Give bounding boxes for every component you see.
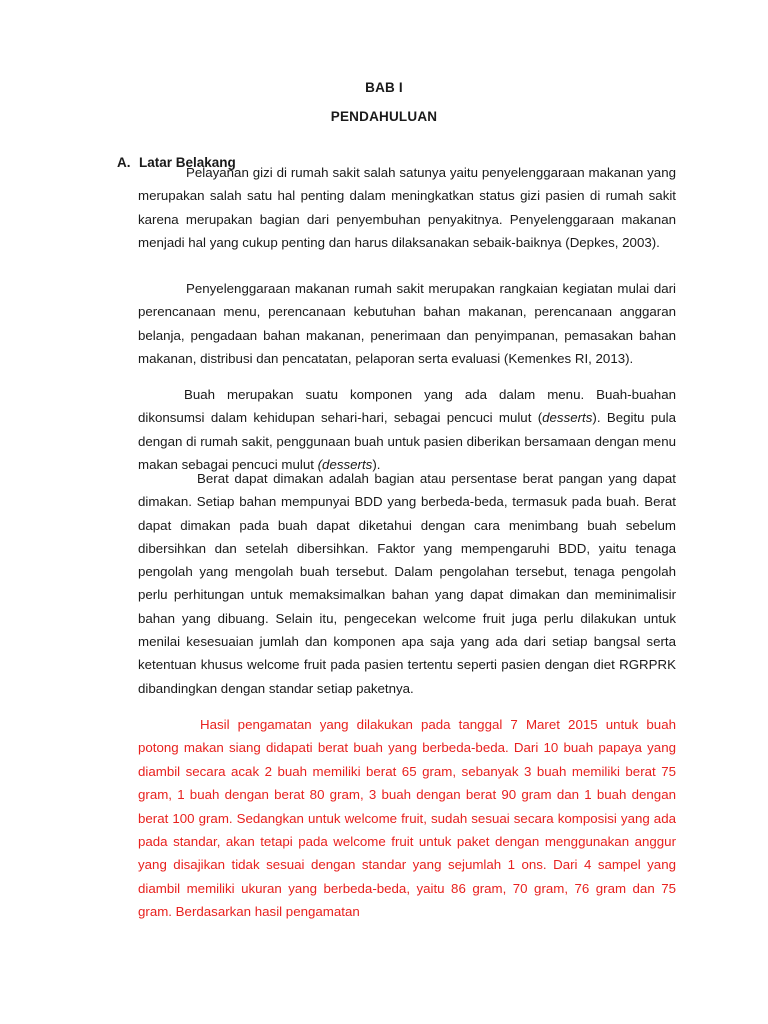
paragraph-3-text-b: ). Begitu pula dengan di rumah sakit, penggunaan buah untuk pasien diberikan bersamaan dengan menu makan sebagai pencuci mulut	[138, 410, 676, 472]
paragraph-5-text: Hasil pengamatan yang dilakukan pada tanggal 7 Maret 2015 untuk buah potong makan siang didapati berat buah yang berbeda-beda. Dari 10 buah papaya yang diambil secara acak 2 buah memiliki berat 65 gram, sebanyak 3 buah memiliki berat 75 gram, 1 buah dengan berat 80 gram, 3 buah dengan berat 90 gram dan 1 buah dengan berat 100 gram. Sedangkan untuk welcome fruit, sudah sesuai secara komposisi yang ada pada standar, akan tetapi pada welcome fruit untuk paket dengan menggunakan anggur yang disajikan tidak sesuai dengan standar yang sejumlah 1 ons. Dari 4 sampel yang diambil memiliki ukuran yang berbeda-beda, yaitu 86 gram, 70 gram, 76 gram dan 75 gram. Berdasarkan hasil pengamatan	[138, 717, 676, 920]
section-number: A.	[117, 155, 131, 170]
paragraph-4-text: Berat dapat dimakan adalah bagian atau persentase berat pangan yang dapat dimakan. Setiap bahan mempunyai BDD yang berbeda-beda, termasuk pada buah. Berat dapat dimakan pada buah dapat diketahui dengan cara menimbang buah sebelum dibersihkan dan setelah dibersihkan. Faktor yang mempengaruhi BDD, yaitu tenaga pengolah yang mengolah buah tersebut. Dalam pengolahan tersebut, tenaga pengolah perlu perhitungan untuk memaksimalkan bahan yang dapat dimakan dan meminimalisir bahan yang dibuang. Selain itu, pengecekan welcome fruit juga perlu dilakukan untuk menilai kesesuaian jumlah dan komponen apa saja yang ada dari setiap bangsal serta ketentuan khusus welcome fruit pada pasien tertentu seperti pasien dengan diet RGRPRK dibandingkan dengan standar setiap paketnya.	[138, 471, 676, 696]
paragraph-1	[138, 161, 676, 254]
paragraph-3-text-c: ).	[372, 456, 381, 472]
paragraph-2	[138, 277, 676, 370]
section-title: Latar Belakang	[139, 155, 236, 170]
paragraph-3-text-a: Buah merupakan suatu komponen yang ada dalam menu. Buah-buahan dikonsumsi dalam kehidupan sehari-hari, sebagai pencuci mulut (	[138, 387, 676, 426]
paragraph-5-highlighted	[138, 713, 676, 924]
paragraph-2-text: Penyelenggaraan makanan rumah sakit merupakan rangkaian kegiatan mulai dari perencanaan menu, perencanaan kebutuhan bahan makanan, perencanaan anggaran belanja, pengadaan bahan makanan, penerimaan dan penyimpanan, pemasakan bahan makanan, distribusi dan pencatatan, pelaporan serta evaluasi (Kemenkes RI, 2013).	[138, 281, 676, 366]
paragraph-3-emphasis-2: (desserts	[317, 456, 373, 472]
chapter-number: BAB I	[365, 80, 403, 95]
paragraph-3-emphasis-1: desserts	[542, 410, 593, 426]
chapter-title: PENDAHULUAN	[330, 109, 438, 124]
paragraph-4	[138, 467, 676, 700]
paragraph-3	[138, 383, 676, 476]
paragraph-1-text: Pelayanan gizi di rumah sakit salah satunya yaitu penyelenggaraan makanan yang merupakan salah satu hal penting dalam meningkatkan status gizi pasien di rumah sakit karena merupakan bagian dari penyembuhan penyakitnya. Penyelenggaraan makanan menjadi hal yang cukup penting dan harus dilaksanakan sebaik-baiknya (Depkes, 2003).	[138, 165, 676, 250]
